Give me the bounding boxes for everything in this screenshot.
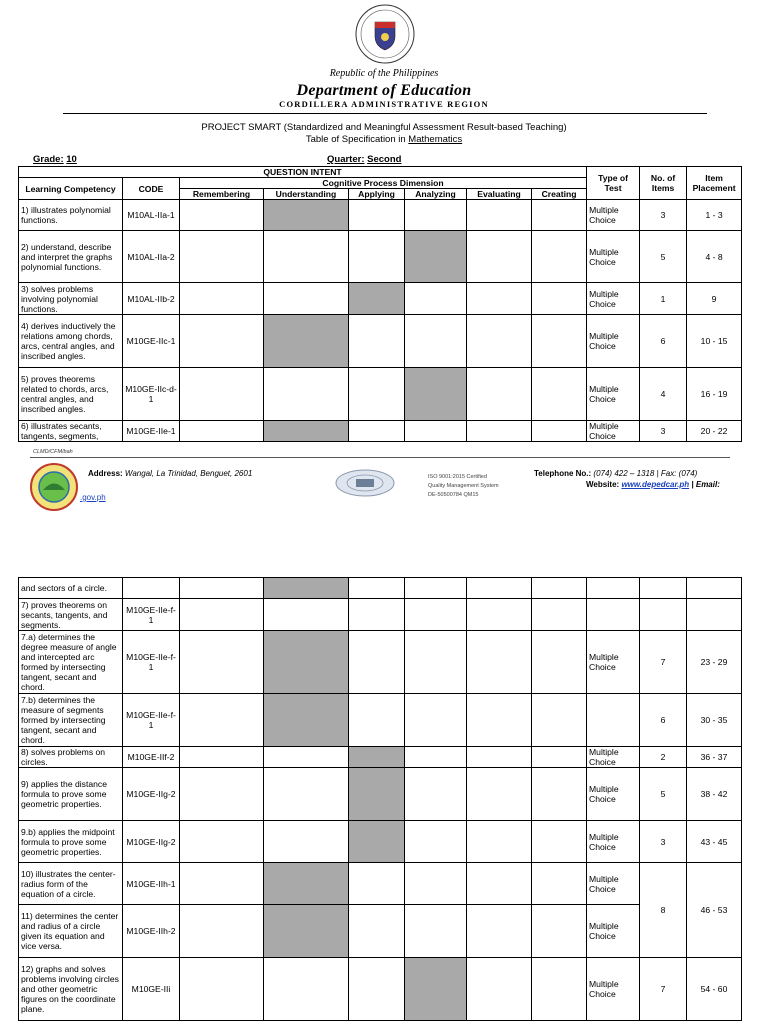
evaluating-header: Evaluating: [467, 189, 532, 200]
certification-logo: [334, 468, 396, 498]
item-count-cell: 1: [640, 283, 687, 315]
understanding-cell: [264, 315, 349, 368]
footer-telephone: [534, 469, 697, 478]
table-row: [19, 863, 742, 905]
remembering-cell: [180, 231, 264, 283]
quarter-line: [327, 154, 401, 165]
applying-cell: [349, 283, 405, 315]
remembering-cell: [180, 768, 264, 821]
item-count-cell: [640, 578, 687, 599]
item-count-cell: 6: [640, 315, 687, 368]
evaluating-cell: [467, 958, 532, 1021]
code-cell: M10GE-IIe-f-1: [123, 599, 180, 631]
understanding-cell: [264, 578, 349, 599]
competency-cell: 7.b) determines the measure of segments formed by intersecting tangent, secant and chord.: [19, 694, 123, 747]
item-placement-cell: 9: [687, 283, 742, 315]
creating-cell: [532, 905, 587, 958]
code-cell: M10GE-IIf-2: [123, 747, 180, 768]
understanding-cell: [264, 821, 349, 863]
iso-line-1: ISO 9001:2015 Certified: [428, 474, 488, 480]
understanding-cell: [264, 905, 349, 958]
table-row: [19, 905, 742, 958]
item-count-cell: 7: [640, 958, 687, 1021]
understanding-cell: [264, 231, 349, 283]
evaluating-cell: [467, 599, 532, 631]
evaluating-cell: [467, 578, 532, 599]
cognitive-dimension-header: Cognitive Process Dimension: [180, 178, 587, 189]
analyzing-header: Analyzing: [405, 189, 467, 200]
creating-cell: [532, 200, 587, 231]
applying-cell: [349, 958, 405, 1021]
test-type-cell: Multiple Choice: [587, 863, 640, 905]
test-type-cell: Multiple Choice: [587, 631, 640, 694]
competency-cell: 2) understand, describe and interpret the graphs polynomial functions.: [19, 231, 123, 283]
applying-cell: [349, 768, 405, 821]
footer-divider: [30, 457, 730, 458]
applying-cell: [349, 905, 405, 958]
table-row: [19, 821, 742, 863]
item-placement-cell: 43 - 45: [687, 821, 742, 863]
deped-seal-logo: [355, 4, 415, 64]
competency-cell: 9) applies the distance formula to prove some geometric properties.: [19, 768, 123, 821]
evaluating-cell: [467, 747, 532, 768]
item-placement-cell: 16 - 19: [687, 368, 742, 421]
code-cell: M10AL-IIa-1: [123, 200, 180, 231]
competency-cell: 8) solves problems on circles.: [19, 747, 123, 768]
analyzing-cell: [405, 200, 467, 231]
quarter-label: Quarter:: [327, 154, 365, 165]
applying-cell: [349, 599, 405, 631]
analyzing-cell: [405, 315, 467, 368]
table-row: [19, 578, 742, 599]
creating-cell: [532, 599, 587, 631]
applying-cell: [349, 200, 405, 231]
item-count-cell: 6: [640, 694, 687, 747]
item-placement-cell: 1 - 3: [687, 200, 742, 231]
item-placement-header: Item Placement: [687, 167, 742, 200]
test-type-cell: Multiple Choice: [587, 958, 640, 1021]
applying-cell: [349, 631, 405, 694]
understanding-cell: [264, 863, 349, 905]
remembering-cell: [180, 747, 264, 768]
code-cell: M10AL-IIa-2: [123, 231, 180, 283]
competency-cell: 11) determines the center and radius of a circle given its equation and vice versa.: [19, 905, 123, 958]
item-placement-cell: 10 - 15: [687, 315, 742, 368]
evaluating-cell: [467, 905, 532, 958]
test-type-cell: Multiple Choice: [587, 368, 640, 421]
creating-header: Creating: [532, 189, 587, 200]
analyzing-cell: [405, 368, 467, 421]
analyzing-cell: [405, 747, 467, 768]
applying-cell: [349, 821, 405, 863]
understanding-header: Understanding: [264, 189, 349, 200]
code-cell: M10GE-IIh-1: [123, 863, 180, 905]
test-type-cell: Multiple Choice: [587, 315, 640, 368]
remembering-cell: [180, 631, 264, 694]
understanding-cell: [264, 283, 349, 315]
understanding-cell: [264, 599, 349, 631]
applying-cell: [349, 747, 405, 768]
creating-cell: [532, 768, 587, 821]
project-title: PROJECT SMART (Standardized and Meaningful Assessment Result-based Teaching): [201, 122, 567, 133]
creating-cell: [532, 863, 587, 905]
understanding-cell: [264, 694, 349, 747]
test-type-cell: [587, 578, 640, 599]
analyzing-cell: [405, 821, 467, 863]
header-divider: [63, 113, 707, 114]
learning-competency-header: Learning Competency: [19, 178, 123, 200]
analyzing-cell: [405, 905, 467, 958]
table-row: [19, 200, 742, 231]
grade-label: Grade:: [33, 154, 64, 165]
test-type-cell: Multiple Choice: [587, 821, 640, 863]
address-label: Address:: [88, 469, 123, 478]
region-logo: [30, 463, 78, 511]
remembering-cell: [180, 368, 264, 421]
question-intent-header: QUESTION INTENT: [19, 167, 587, 178]
footer-website: [586, 480, 720, 489]
creating-cell: [532, 578, 587, 599]
evaluating-cell: [467, 368, 532, 421]
footer-address: [88, 469, 252, 478]
competency-cell: 3) solves problems involving polynomial functions.: [19, 283, 123, 315]
applying-header: Applying: [349, 189, 405, 200]
remembering-cell: [180, 200, 264, 231]
applying-cell: [349, 368, 405, 421]
creating-cell: [532, 694, 587, 747]
code-cell: M10GE-IIe-f-1: [123, 694, 180, 747]
no-of-items-header: No. of Items: [640, 167, 687, 200]
remembering-cell: [180, 905, 264, 958]
item-count-cell: 4: [640, 368, 687, 421]
evaluating-cell: [467, 421, 532, 442]
applying-cell: [349, 694, 405, 747]
creating-cell: [532, 315, 587, 368]
understanding-cell: [264, 958, 349, 1021]
telephone-label: Telephone No.:: [534, 469, 592, 478]
code-cell: M10GE-IIe-1: [123, 421, 180, 442]
evaluating-cell: [467, 694, 532, 747]
quarter-value: Second: [367, 154, 402, 165]
competency-cell: 9.b) applies the midpoint formula to prove some geometric properties.: [19, 821, 123, 863]
remembering-cell: [180, 421, 264, 442]
gov-link[interactable]: .gov.ph: [80, 493, 106, 502]
table-row: [19, 694, 742, 747]
competency-cell: 7.a) determines the degree measure of angle and intercepted arc formed by intersecting tangent, secant and chord.: [19, 631, 123, 694]
applying-cell: [349, 315, 405, 368]
code-cell: M10GE-IIh-2: [123, 905, 180, 958]
republic-heading: Republic of the Philippines: [329, 68, 439, 79]
evaluating-cell: [467, 821, 532, 863]
test-type-cell: Multiple Choice: [587, 283, 640, 315]
creating-cell: [532, 421, 587, 442]
table-row: [19, 231, 742, 283]
analyzing-cell: [405, 863, 467, 905]
competency-cell: 4) derives inductively the relations among chords, arcs, central angles, and inscribed angles.: [19, 315, 123, 368]
evaluating-cell: [467, 283, 532, 315]
table-row: [19, 315, 742, 368]
creating-cell: [532, 283, 587, 315]
remembering-cell: [180, 821, 264, 863]
understanding-cell: [264, 368, 349, 421]
website-link[interactable]: www.depedcar.ph: [621, 480, 690, 489]
code-cell: M10GE-IIe-f-1: [123, 631, 180, 694]
item-count-cell: 7: [640, 631, 687, 694]
subject-name: Mathematics: [408, 134, 463, 145]
analyzing-cell: [405, 599, 467, 631]
code-cell: M10GE-IIc-d-1: [123, 368, 180, 421]
item-placement-cell: [687, 578, 742, 599]
item-count-cell: [640, 599, 687, 631]
code-cell: M10GE-IIg-2: [123, 821, 180, 863]
item-count-cell: 5: [640, 231, 687, 283]
item-count-cell: 3: [640, 821, 687, 863]
tos-title: [0, 134, 768, 145]
creating-cell: [532, 231, 587, 283]
creating-cell: [532, 368, 587, 421]
tos-table-page-1: [18, 166, 742, 442]
table-row: [19, 368, 742, 421]
item-placement-cell: 4 - 8: [687, 231, 742, 283]
tos-table-page-2: [18, 577, 742, 1021]
test-type-cell: Multiple Choice: [587, 747, 640, 768]
code-cell: [123, 578, 180, 599]
table-row: [19, 768, 742, 821]
analyzing-cell: [405, 283, 467, 315]
analyzing-cell: [405, 578, 467, 599]
evaluating-cell: [467, 631, 532, 694]
remembering-cell: [180, 599, 264, 631]
creating-cell: [532, 631, 587, 694]
evaluating-cell: [467, 863, 532, 905]
test-type-cell: Multiple Choice: [587, 905, 640, 958]
test-type-cell: Multiple Choice: [587, 231, 640, 283]
item-placement-cell: [687, 599, 742, 631]
competency-cell: 10) illustrates the center-radius form of the equation of a circle.: [19, 863, 123, 905]
iso-line-2: Quality Management System: [428, 483, 499, 489]
analyzing-cell: [405, 631, 467, 694]
document-code: CLMD/CFM/bah: [33, 449, 73, 455]
competency-cell: 12) graphs and solves problems involving circles and other geometric figures on the coordinate plane.: [19, 958, 123, 1021]
test-type-cell: Multiple Choice: [587, 768, 640, 821]
understanding-cell: [264, 747, 349, 768]
item-count-cell: 3: [640, 421, 687, 442]
website-label: Website:: [586, 480, 620, 489]
understanding-cell: [264, 768, 349, 821]
remembering-cell: [180, 578, 264, 599]
analyzing-cell: [405, 231, 467, 283]
code-cell: M10AL-IIb-2: [123, 283, 180, 315]
remembering-cell: [180, 863, 264, 905]
remembering-header: Remembering: [180, 189, 264, 200]
applying-cell: [349, 863, 405, 905]
tos-prefix: Table of Specification in: [305, 134, 406, 145]
table-row: [19, 599, 742, 631]
understanding-cell: [264, 200, 349, 231]
type-of-test-header: Type of Test: [587, 167, 640, 200]
creating-cell: [532, 747, 587, 768]
item-placement-cell: 20 - 22: [687, 421, 742, 442]
competency-cell: 7) proves theorems on secants, tangents, and segments.: [19, 599, 123, 631]
test-type-cell: Multiple Choice: [587, 200, 640, 231]
competency-cell: 1) illustrates polynomial functions.: [19, 200, 123, 231]
item-placement-cell: 38 - 42: [687, 768, 742, 821]
competency-cell: 6) illustrates secants, tangents, segments,: [19, 421, 123, 442]
evaluating-cell: [467, 200, 532, 231]
test-type-cell: [587, 599, 640, 631]
competency-cell: and sectors of a circle.: [19, 578, 123, 599]
iso-line-3: DE-50500784 QM15: [428, 492, 479, 498]
grade-value: 10: [66, 154, 77, 165]
evaluating-cell: [467, 768, 532, 821]
item-placement-cell: 36 - 37: [687, 747, 742, 768]
test-type-cell: Multiple Choice: [587, 421, 640, 442]
item-placement-cell: 30 - 35: [687, 694, 742, 747]
remembering-cell: [180, 315, 264, 368]
remembering-cell: [180, 283, 264, 315]
creating-cell: [532, 821, 587, 863]
telephone-value: (074) 422 – 1318 | Fax: (074): [593, 469, 698, 478]
item-placement-cell: 54 - 60: [687, 958, 742, 1021]
applying-cell: [349, 231, 405, 283]
code-cell: M10GE-IIc-1: [123, 315, 180, 368]
iso-certification: [428, 473, 499, 500]
remembering-cell: [180, 958, 264, 1021]
test-type-cell: [587, 694, 640, 747]
item-count-cell: 2: [640, 747, 687, 768]
analyzing-cell: [405, 421, 467, 442]
remembering-cell: [180, 694, 264, 747]
table-row: [19, 747, 742, 768]
analyzing-cell: [405, 694, 467, 747]
email-label: | Email:: [691, 480, 720, 489]
competency-cell: 5) proves theorems related to chords, arcs, central angles, and inscribed angles.: [19, 368, 123, 421]
region-heading: CORDILLERA ADMINISTRATIVE REGION: [279, 99, 489, 109]
evaluating-cell: [467, 231, 532, 283]
department-heading: Department of Education: [296, 82, 472, 99]
analyzing-cell: [405, 958, 467, 1021]
table-row: [19, 631, 742, 694]
evaluating-cell: [467, 315, 532, 368]
understanding-cell: [264, 631, 349, 694]
applying-cell: [349, 421, 405, 442]
creating-cell: [532, 958, 587, 1021]
address-value: Wangal, La Trinidad, Benguet, 2601: [124, 469, 253, 478]
item-count-cell: 8: [640, 863, 687, 958]
item-count-cell: 3: [640, 200, 687, 231]
table-row: [19, 421, 742, 442]
table-row: [19, 283, 742, 315]
item-placement-cell: 46 - 53: [687, 863, 742, 958]
code-cell: M10GE-IIi: [123, 958, 180, 1021]
code-header: CODE: [123, 178, 180, 200]
item-placement-cell: 23 - 29: [687, 631, 742, 694]
code-cell: M10GE-IIg-2: [123, 768, 180, 821]
understanding-cell: [264, 421, 349, 442]
item-count-cell: 5: [640, 768, 687, 821]
applying-cell: [349, 578, 405, 599]
table-row: [19, 958, 742, 1021]
grade-line: [33, 154, 77, 165]
analyzing-cell: [405, 768, 467, 821]
